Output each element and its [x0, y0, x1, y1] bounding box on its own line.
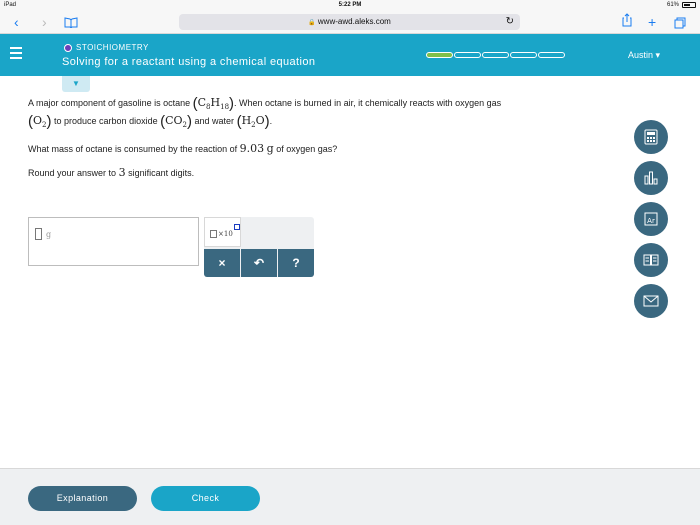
rounding-instruction: Round your answer to 3 significant digits. — [28, 166, 195, 180]
explanation-button[interactable]: Explanation — [28, 486, 137, 511]
check-button[interactable]: Check — [151, 486, 260, 511]
data-chart-icon[interactable] — [634, 161, 668, 195]
forward-icon[interactable]: › — [42, 14, 47, 30]
oxygen-formula: $O_2$ — [33, 114, 47, 130]
problem-question: What mass of octane is consumed by the reaction of 9.03 g of oxygen gas? — [28, 142, 338, 156]
aleks-header — [0, 34, 700, 76]
url-text: www-awd.aleks.com — [317, 17, 391, 26]
answer-slot[interactable] — [35, 228, 42, 240]
progress-segment — [426, 52, 453, 58]
scientific-notation-button[interactable]: ×10 — [204, 217, 241, 247]
status-right — [667, 2, 696, 8]
bookmarks-icon[interactable] — [64, 15, 78, 31]
share-icon[interactable] — [622, 13, 632, 31]
answer-unit: g — [46, 230, 52, 239]
calculator-icon[interactable] — [634, 120, 668, 154]
co2-formula: $CO_2$ — [165, 114, 188, 130]
battery-percent: 61% — [666, 2, 679, 8]
math-palette — [204, 217, 314, 277]
palette-actions — [204, 249, 314, 277]
collapse-toggle-icon[interactable]: ▼ — [62, 76, 90, 92]
undo-button[interactable]: ↶ — [241, 249, 277, 277]
progress-segment — [482, 52, 509, 58]
user-menu[interactable]: Austin ▾ — [628, 50, 661, 60]
tabs-icon[interactable] — [674, 15, 686, 33]
problem-intro: A major component of gasoline is octane $(C_8H_{18})$. When octane is burned in air, it chemically reacts with oxygen gas $(O_2)$ to produce carbon dioxide $(CO_2)$ and water $(H_2O)$. — [28, 95, 502, 131]
status-bar — [0, 0, 700, 12]
octane-formula: $C_8H_{18}$ — [197, 96, 230, 112]
oxygen-mass-unit: g — [266, 142, 274, 156]
reload-icon[interactable]: ↻ — [505, 16, 514, 27]
device-label: iPad — [4, 2, 17, 8]
answer-input[interactable] — [28, 217, 199, 266]
clock: 5:22 PM — [338, 2, 362, 8]
back-icon[interactable]: ‹ — [14, 14, 19, 30]
textbook-icon[interactable] — [634, 243, 668, 277]
clear-button[interactable]: × — [204, 249, 240, 277]
progress-segment — [510, 52, 537, 58]
battery-icon — [682, 2, 696, 8]
problem-statement — [28, 96, 618, 190]
topic-dot-icon — [64, 44, 72, 52]
lock-icon: 🔒 — [308, 20, 316, 26]
water-formula: $H_2O$ — [241, 114, 265, 130]
progress-bar — [426, 52, 566, 58]
topic-label: STOICHIOMETRY — [64, 43, 149, 52]
address-bar[interactable] — [179, 14, 520, 30]
periodic-table-label: Ar — [647, 217, 655, 225]
mail-icon[interactable] — [634, 284, 668, 318]
sig-digits-value: 3 — [118, 166, 126, 180]
menu-icon[interactable] — [10, 47, 22, 59]
new-tab-icon[interactable]: + — [648, 14, 657, 30]
browser-toolbar — [0, 12, 700, 34]
progress-segment — [538, 52, 565, 58]
periodic-table-icon[interactable] — [634, 202, 668, 236]
oxygen-mass-value: 9.03 — [239, 142, 265, 156]
help-button[interactable]: ? — [278, 249, 314, 277]
progress-segment — [454, 52, 481, 58]
page-title: Solving for a reactant using a chemical equation — [62, 56, 316, 68]
